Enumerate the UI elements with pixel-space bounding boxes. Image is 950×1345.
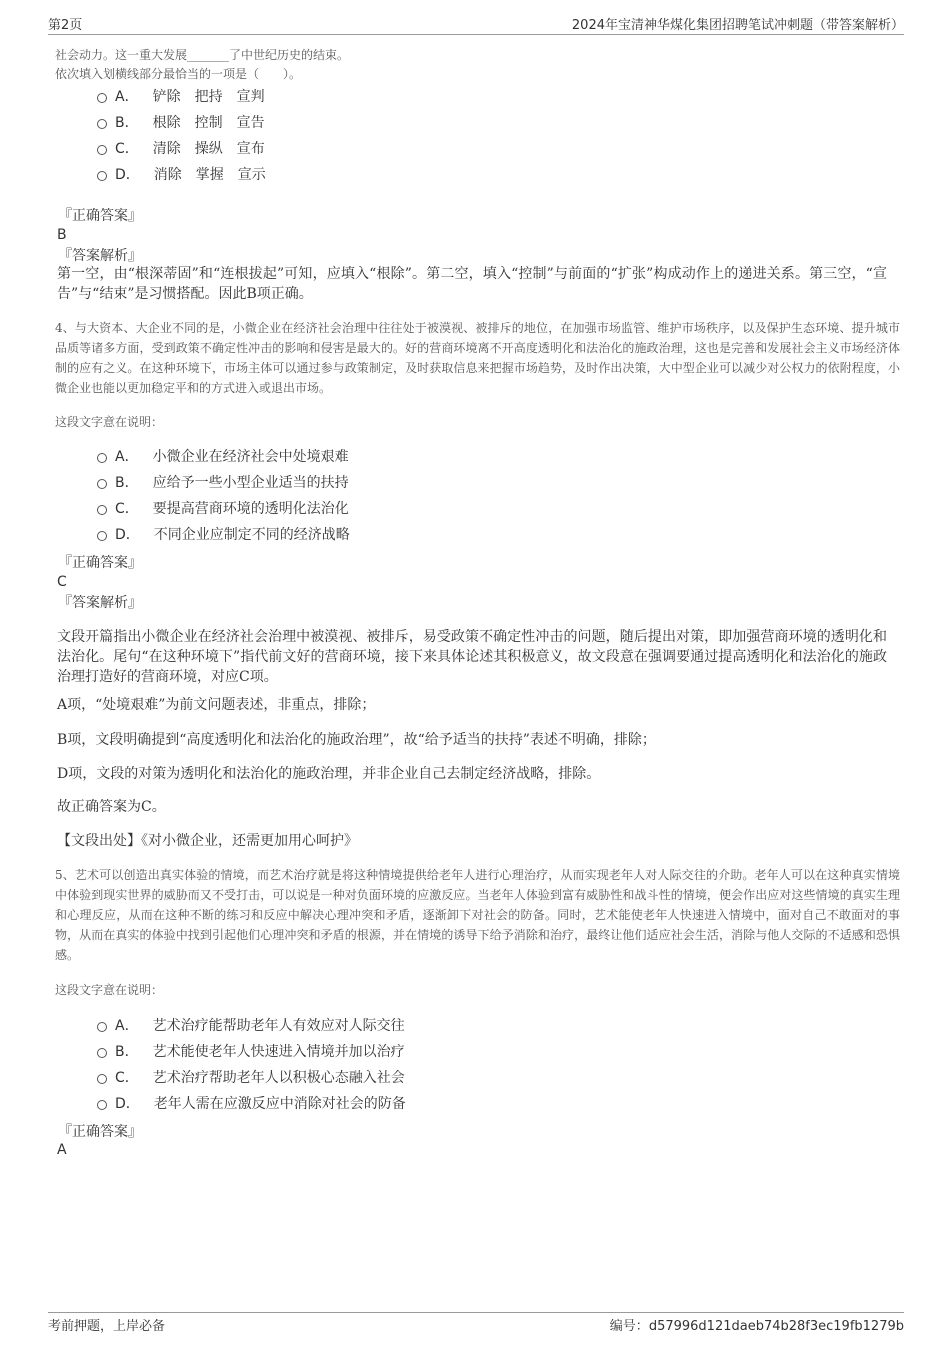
q4-analysis-d: D项，文段的对策为透明化和法治化的施政治理，并非企业自己去制定经济战略，排除。 xyxy=(57,766,601,782)
radio-icon[interactable] xyxy=(97,171,107,181)
q3-answer: B xyxy=(57,227,67,243)
q5-answer-label: 『正确答案』 xyxy=(58,1124,142,1140)
q4-option-d[interactable]: D． 不同企业应制定不同的经济战略 xyxy=(97,525,350,545)
document-title: 2024年宝清神华煤化集团招聘笔试冲刺题（带答案解析） xyxy=(571,18,904,33)
q4-answer: C xyxy=(57,574,67,590)
q3-option-b[interactable]: B． 根除 控制 宣告 xyxy=(97,113,265,133)
radio-icon[interactable] xyxy=(97,1100,107,1110)
footer-slogan: 考前押题，上岸必备 xyxy=(48,1319,166,1334)
page-number: 第2页 xyxy=(48,18,83,33)
q3-analysis-label: 『答案解析』 xyxy=(58,248,142,264)
page-footer xyxy=(48,1312,904,1333)
radio-icon[interactable] xyxy=(97,1022,107,1032)
q3-option-d[interactable]: D． 消除 掌握 宣示 xyxy=(97,165,266,185)
q5-option-c[interactable]: C． 艺术治疗帮助老年人以积极心态融入社会 xyxy=(97,1068,405,1088)
radio-icon[interactable] xyxy=(97,479,107,489)
q4-stem: 4、与大资本、大企业不同的是，小微企业在经济社会治理中往往处于被漠视、被排斥的地位，在加强市场监管、维护市场秩序，以及保护生态环境、提升城市品质等诸多方面，受到政策不确定性冲击的影响和侵害是最大的。好的营商环境离不开高度透明化和法治化的施政治理，这也是完善和发展社会主义市场经济体制的应有之义。在这种环境下，市场主体可以通过参与政策制定，及时获取信息来把握市场趋势，及时作出决策，大中型企业可以减少对公权力的依附程度，小微企业也能以更加稳定平和的方式进入或退出市场。 xyxy=(55,321,900,395)
q4-analysis-source: 【文段出处】《对小微企业，还需更加用心呵护》 xyxy=(57,833,358,849)
radio-icon[interactable] xyxy=(97,119,107,129)
q5-option-b[interactable]: B． 艺术能使老年人快速进入情境并加以治疗 xyxy=(97,1042,405,1062)
q4-analysis-label: 『答案解析』 xyxy=(58,595,142,611)
radio-icon[interactable] xyxy=(97,531,107,541)
q4-option-a[interactable]: A． 小微企业在经济社会中处境艰难 xyxy=(97,447,349,467)
q5-answer: A xyxy=(57,1142,67,1158)
q4-analysis-b: B项，文段明确提到“高度透明化和法治化的施政治理”，故“给予适当的扶持”表述不明确，排除； xyxy=(57,732,656,748)
q5-option-a[interactable]: A． 艺术治疗能帮助老年人有效应对人际交往 xyxy=(97,1016,405,1036)
q4-prompt: 这段文字意在说明： xyxy=(55,415,164,429)
q3-prompt: 依次填入划横线部分最恰当的一项是（ ）。 xyxy=(55,67,302,81)
radio-icon[interactable] xyxy=(97,1048,107,1058)
q3-option-c[interactable]: C． 清除 操纵 宣布 xyxy=(97,139,265,159)
q4-option-b[interactable]: B． 应给予一些小型企业适当的扶持 xyxy=(97,473,349,493)
page-header xyxy=(48,12,904,35)
document-code xyxy=(610,1315,904,1334)
q5-prompt: 这段文字意在说明： xyxy=(55,983,164,997)
q4-analysis-conclusion: 故正确答案为C。 xyxy=(57,799,166,815)
radio-icon[interactable] xyxy=(97,453,107,463)
q3-stem-tail: 社会动力。这一重大发展_______了中世纪历史的结束。 xyxy=(55,48,350,62)
radio-icon[interactable] xyxy=(97,1074,107,1084)
document-code-label: 编号： xyxy=(609,1319,649,1334)
q4-answer-label: 『正确答案』 xyxy=(58,555,142,571)
q4-analysis-main: 文段开篇指出小微企业在经济社会治理中被漠视、被排斥，易受政策不确定性冲击的问题，随后提出对策，即加强营商环境的透明化和法治化。尾句“在这种环境下”指代前文好的营商环境，接下来具体论述其积极意义，故文段意在强调要通过提高透明化和法治化的施政治理打造好的营商环境，对应C项。 xyxy=(57,629,887,685)
radio-icon[interactable] xyxy=(97,93,107,103)
document-code-value: d57996d121daeb74b28f3ec19fb1279b xyxy=(648,1319,904,1334)
q3-option-a[interactable]: A． 铲除 把持 宣判 xyxy=(97,87,265,107)
q5-stem: 5、艺术可以创造出真实体验的情境，而艺术治疗就是将这种情境提供给老年人进行心理治疗，从而实现老年人对人际交往的介助。老年人可以在这种真实情境中体验到现实世界的威胁而又不受打击，可以说是一种对负面环境的应激反应。当老年人体验到富有威胁性和战斗性的情境，便会作出应对这些情境的真实生理和心理反应，从而在这种不断的练习和反应中解决心理冲突和矛盾，逐渐卸下对社会的防备。同时，艺术能使老年人快速进入情境中，面对自己不敢面对的事物，从而在真实的体验中找到引起他们心理冲突和矛盾的根源，并在情境的诱导下给予消除和治疗，最终让他们适应社会生活，消除与他人交际的不适感和恐惧感。 xyxy=(55,868,900,962)
radio-icon[interactable] xyxy=(97,145,107,155)
q3-analysis: 第一空，由“根深蒂固”和“连根拔起”可知，应填入“根除”。第二空，填入“控制”与前面的“扩张”构成动作上的递进关系。第三空，“宣告”与“结束”是习惯搭配。因此B项正确。 xyxy=(57,266,887,302)
q3-answer-label: 『正确答案』 xyxy=(58,208,142,224)
q4-option-c[interactable]: C． 要提高营商环境的透明化法治化 xyxy=(97,499,349,519)
radio-icon[interactable] xyxy=(97,505,107,515)
q4-analysis-a: A项，“处境艰难”为前文问题表述，非重点，排除； xyxy=(57,697,376,713)
q5-option-d[interactable]: D． 老年人需在应激反应中消除对社会的防备 xyxy=(97,1094,406,1114)
